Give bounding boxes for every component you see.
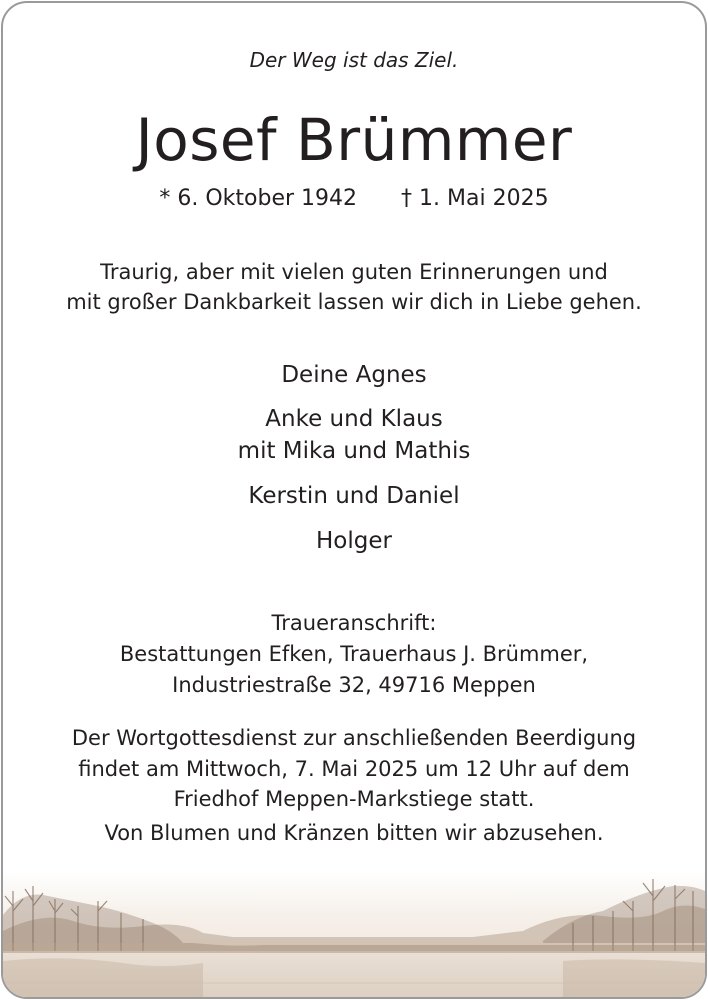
service-line: findet am Mittwoch, 7. Mai 2025 um 12 Uhr auf dem bbox=[78, 757, 630, 781]
life-dates bbox=[3, 186, 705, 211]
birth-date: * 6. Oktober 1942 bbox=[159, 186, 358, 211]
mourner-name: Deine Agnes bbox=[281, 362, 427, 388]
deceased-name: Josef Brümmer bbox=[135, 106, 573, 174]
mourner-name: Holger bbox=[316, 528, 392, 554]
mourner-name: Anke und Klaus bbox=[265, 406, 443, 432]
landscape-image bbox=[3, 871, 705, 997]
address-line: Industriestraße 32, 49716 Meppen bbox=[172, 673, 536, 697]
motto: Der Weg ist das Ziel. bbox=[249, 48, 459, 72]
intro-line: mit großer Dankbarkeit lassen wir dich in Liebe gehen. bbox=[66, 290, 642, 314]
flowers-note: Von Blumen und Kränzen bitten wir abzusehen. bbox=[104, 821, 604, 845]
mourner-name: mit Mika und Mathis bbox=[237, 438, 471, 464]
death-date: † 1. Mai 2025 bbox=[401, 186, 549, 211]
address-line: Bestattungen Efken, Trauerhaus J. Brümmer, bbox=[119, 642, 589, 666]
intro-line: Traurig, aber mit vielen guten Erinnerungen und bbox=[100, 260, 608, 284]
service-line: Der Wortgottesdienst zur anschließenden Beerdigung bbox=[71, 726, 637, 750]
obituary-card bbox=[1, 1, 707, 999]
mourner-name: Kerstin und Daniel bbox=[248, 483, 460, 509]
address-label: Traueranschrift: bbox=[271, 611, 437, 635]
service-line: Friedhof Meppen-Markstiege statt. bbox=[173, 787, 535, 811]
